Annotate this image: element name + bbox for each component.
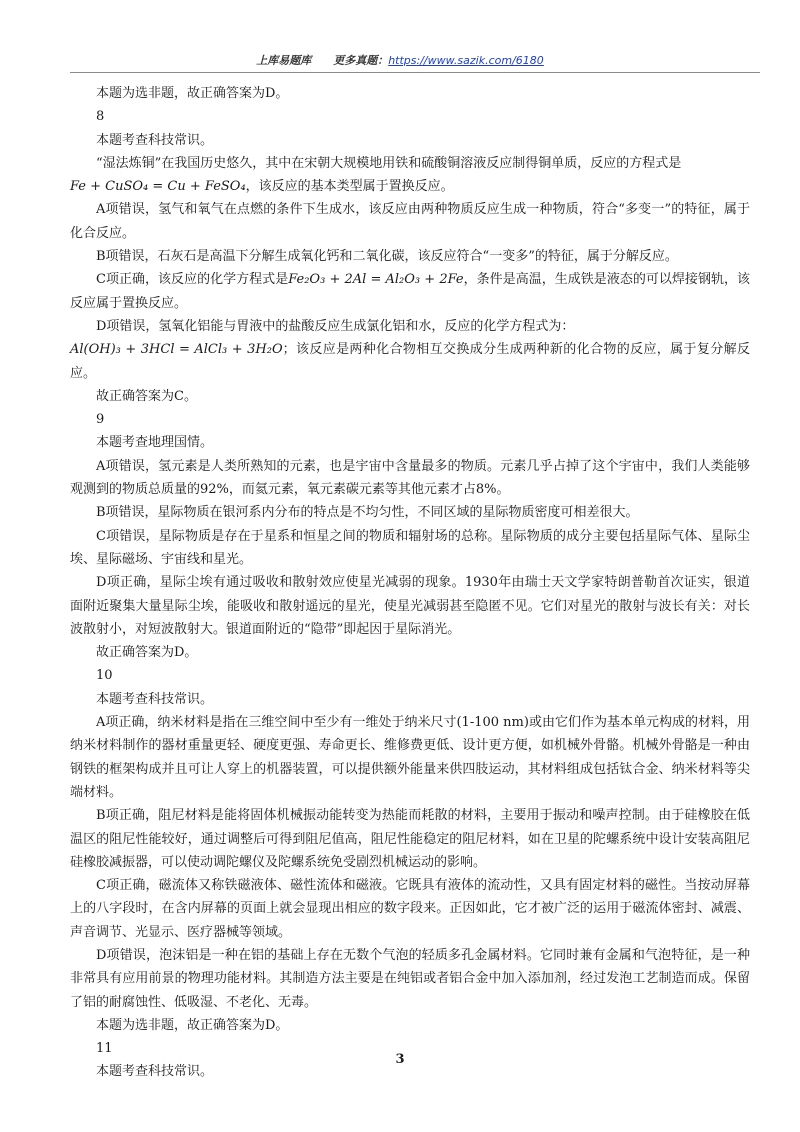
source-label: 更多真题： <box>333 54 389 67</box>
paragraph: C项错误，星际物质是存在于星系和恒星之间的物质和辐射场的总称。星际物质的成分主要包括星际气体、星际尘埃、星际磁场、宇宙线和星光。 <box>70 528 750 567</box>
formula-paragraph <box>70 338 750 385</box>
source-link[interactable]: https://www.sazik.com/6180 <box>388 54 544 67</box>
paragraph: 本题考查科技常识。 <box>96 691 214 707</box>
paragraph: 本题为选非题，故正确答案为D。 <box>96 1017 289 1033</box>
paragraph: 本题考查科技常识。 <box>96 132 214 148</box>
paragraph: B项正确，阻尼材料是能将固体机械振动能转变为热能而耗散的材料，主要用于振动和噪声控制。由于硅橡胶在低温区的阻尼性能较好，通过调整后可得到阻尼值高，阻尼性能稳定的阻尼材料，如在卫星的陀螺系统中设计安装高阻尼硅橡胶减振器，可以使动调陀螺仪及陀螺系统免受剧烈机械运动的影响。 <box>70 808 750 870</box>
paragraph-text: C项正确，该反应的化学方程式是 <box>96 272 289 288</box>
paragraph: C项正确，磁流体又称铁磁液体、磁性流体和磁液。它既具有液体的流动性，又具有固定材料的磁性。当按动屏幕上的八字段时，在含内屏幕的页面上就会显现出相应的数字段来。正因如此，它才被广泛的运用于磁流体密封、减震、声音调节、光显示、医疗器械等领域。 <box>70 878 750 940</box>
paragraph: D项错误，氢氧化铝能与胃液中的盐酸反应生成氯化铝和水，反应的化学方程式为： <box>96 318 575 334</box>
page-number: 3 <box>395 1052 405 1067</box>
formula-paragraph <box>70 268 750 315</box>
paragraph: D项正确，星际尘埃有通过吸收和散射效应使星光减弱的现象。1930年由瑞士天文学家特朗普勒首次证实，银道面附近聚集大量星际尘埃，能吸收和散射遥远的星光，使星光减弱甚至隐匿不见。它们对星光的散射与波长有关：对长波散射小，对短波散射大。银道面附近的“隐带”即起因于星际消光。 <box>70 575 750 637</box>
document-body <box>70 82 750 1084</box>
paragraph: 本题考查科技常识。 <box>96 1064 214 1080</box>
paragraph: B项错误，石灰石是高温下分解生成氧化钙和二氧化碳，该反应符合“一变多”的特征，属于分解反应。 <box>96 249 678 265</box>
paragraph-text: ；该反应是两种化合物相互交换成分生成两种新的化合物的反应，属于复分解反应。 <box>70 342 750 381</box>
page-header <box>0 52 800 68</box>
paragraph: 故正确答案为C。 <box>96 388 197 404</box>
formula-paragraph <box>70 175 750 198</box>
chemical-equation: Fe₂O₃ + 2Al = Al₂O₃ + 2Fe <box>288 272 464 288</box>
paragraph: D项错误，泡沫铝是一种在铝的基础上存在无数个气泡的轻质多孔金属材料。它同时兼有金属和气泡特征，是一种非常具有应用前景的物理功能材料。其制造方法主要是在纯铝或者铝合金中加入添加剂，经过发泡工艺制造而成。保留了铝的耐腐蚀性、低吸湿、不老化、无毒。 <box>70 947 750 1010</box>
question-number: 8 <box>96 109 105 125</box>
paragraph: 故正确答案为D。 <box>96 645 198 661</box>
question-number: 9 <box>96 412 105 428</box>
question-number: 10 <box>96 668 113 684</box>
question-number: 11 <box>96 1041 113 1057</box>
paragraph: B项错误，星际物质在银河系内分布的特点是不均匀性，不同区域的星际物质密度可相差很大。 <box>96 505 639 521</box>
chemical-equation: Al(OH)₃ + 3HCl = AlCl₃ + 3H₂O <box>70 342 283 358</box>
paragraph: 本题为选非题，故正确答案为D。 <box>96 86 289 101</box>
paragraph: A项错误，氢气和氧气在点燃的条件下生成水，该反应由两种物质反应生成一种物质，符合“多变一”的特征，属于化合反应。 <box>70 202 750 241</box>
site-label: 上库易题库 <box>256 54 312 67</box>
paragraph: 本题考查地理国情。 <box>96 435 214 451</box>
paragraph-text: ，该反应的基本类型属于置换反应。 <box>245 179 454 195</box>
paragraph-text: ，条件是高温，生成铁是液态的可以焊接钢轨，该反应属于置换反应。 <box>70 272 750 311</box>
paragraph: A项错误，氢元素是人类所熟知的元素，也是宇宙中含量最多的物质。元素几乎占掉了这个宇宙中，我们人类能够观测到的物质总质量的92%，而氦元素，氧元素碳元素等其他元素才占8%。 <box>70 458 750 498</box>
paragraph: “湿法炼铜”在我国历史悠久，其中在宋朝大规模地用铁和硫酸铜溶液反应制得铜单质，反应的方程式是 <box>96 155 682 171</box>
header-divider <box>70 72 760 73</box>
paragraph: A项正确，纳米材料是指在三维空间中至少有一维处于纳米尺寸(1-100 nm)或由它们作为基本单元构成的材料，用纳米材料制作的器材重量更轻、硬度更强、寿命更长、维修费更低、设计更方便，如机械外骨骼。机械外骨骼是一种由钢铁的框架构成并且可让人穿上的机器装置，可以提供额外能量来供四肢运动，其材料组成包括钛合金、纳米材料等尖端材料。 <box>70 715 750 800</box>
chemical-equation: Fe + CuSO₄ = Cu + FeSO₄ <box>70 179 246 195</box>
